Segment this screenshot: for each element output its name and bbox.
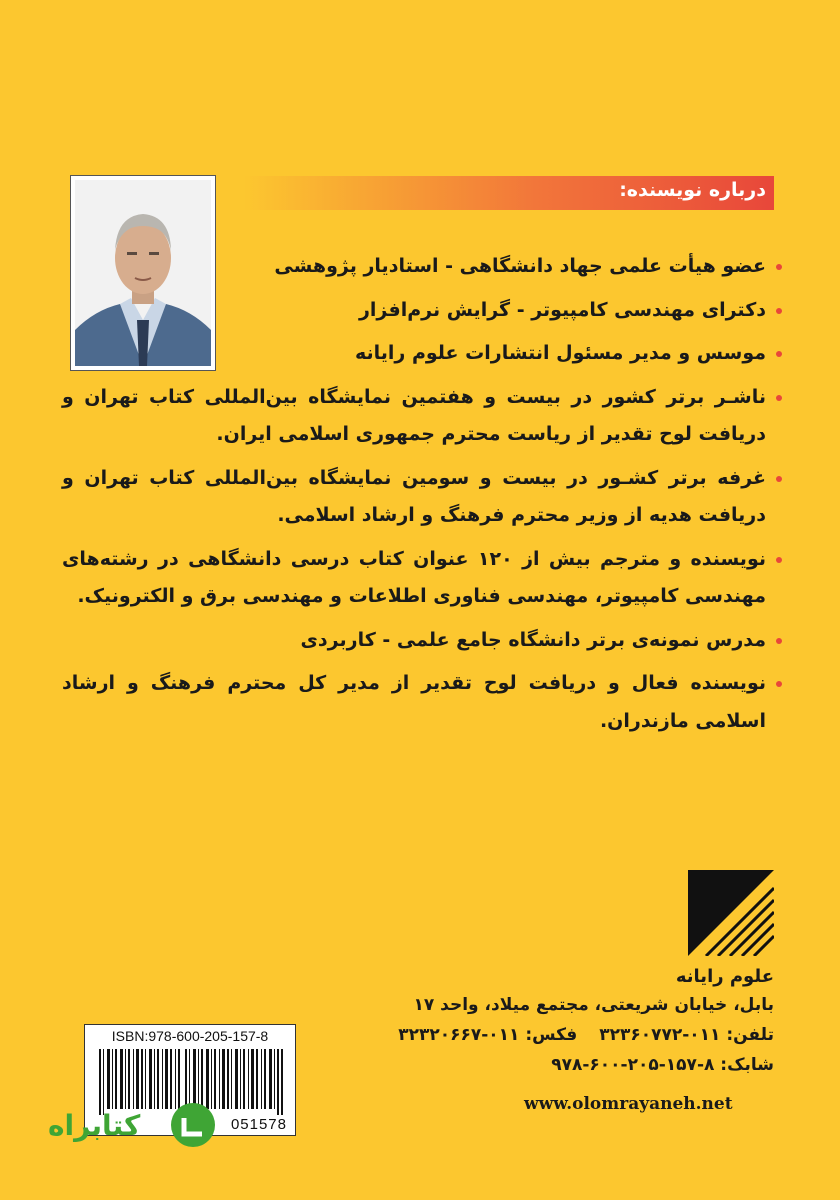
bullet-icon bbox=[776, 557, 782, 563]
author-section-title: درباره نویسنده: bbox=[619, 179, 766, 201]
publisher-info bbox=[330, 964, 774, 1080]
publisher-address: بابل، خیابان شریعتی، مجتمع میلاد، واحد ۱۷ bbox=[413, 995, 774, 1015]
publisher-isbn: شابک: ۸-۱۵۷-۲۰۵-۶۰۰-۹۷۸ bbox=[551, 1055, 774, 1075]
list-item: نویسنده و مترجم بیش از ۱۲۰ عنوان کتاب درسی دانشگاهی در رشته‌های مهندسی کامپیوتر، مهندسی فناوری اطلاعات و مهندسی برق و الکترونیک. bbox=[62, 541, 782, 616]
publisher-website: www.olomrayaneh.net bbox=[524, 1094, 733, 1114]
list-item: دکترای مهندسی کامپیوتر - گرایش نرم‌افزار bbox=[62, 292, 782, 330]
watermark-text: کتابراه bbox=[48, 1109, 141, 1142]
list-item: مدرس نمونه‌ی برتر دانشگاه جامع علمی - کاربردی bbox=[62, 622, 782, 660]
bullet-icon bbox=[776, 264, 782, 270]
publisher-contact bbox=[330, 1020, 774, 1050]
list-item: نویسنده فعال و دریافت لوح تقدیر از مدیر کل محترم فرهنگ و ارشاد اسلامی مازندران. bbox=[62, 665, 782, 740]
bullet-icon bbox=[776, 681, 782, 687]
publisher-logo-icon bbox=[688, 870, 774, 956]
bullet-icon bbox=[776, 638, 782, 644]
author-bio-list bbox=[62, 248, 782, 746]
bullet-icon bbox=[776, 351, 782, 357]
list-item: عضو هیأت علمی جهاد دانشگاهی - استادیار پژوهشی bbox=[62, 248, 782, 286]
publisher-phone: تلفن: ۰۱۱-۳۲۳۶۰۷۷۲ bbox=[599, 1025, 774, 1045]
author-section-header bbox=[244, 176, 774, 210]
barcode-digits: 051578 bbox=[230, 1116, 287, 1133]
bullet-icon bbox=[776, 395, 782, 401]
list-item: موسس و مدیر مسئول انتشارات علوم رایانه bbox=[62, 335, 782, 373]
list-item: غرفه برتر کشـور در بیست و سومین نمایشگاه بین‌المللی کتاب تهران و دریافت هدیه از وزیر محترم فرهنگ و ارشاد اسلامی. bbox=[62, 460, 782, 535]
list-item: ناشـر برتر کشور در بیست و هفتمین نمایشگاه بین‌المللی کتاب تهران و دریافت لوح تقدیر از ریاست محترم جمهوری اسلامی ایران. bbox=[62, 379, 782, 454]
publisher-name: علوم رایانه bbox=[675, 966, 774, 987]
isbn-label: ISBN:978-600-205-157-8 bbox=[111, 1028, 269, 1044]
bullet-icon bbox=[776, 308, 782, 314]
publisher-fax: فکس: ۰۱۱-۳۲۳۲۰۶۶۷ bbox=[398, 1025, 578, 1045]
bullet-icon bbox=[776, 476, 782, 482]
